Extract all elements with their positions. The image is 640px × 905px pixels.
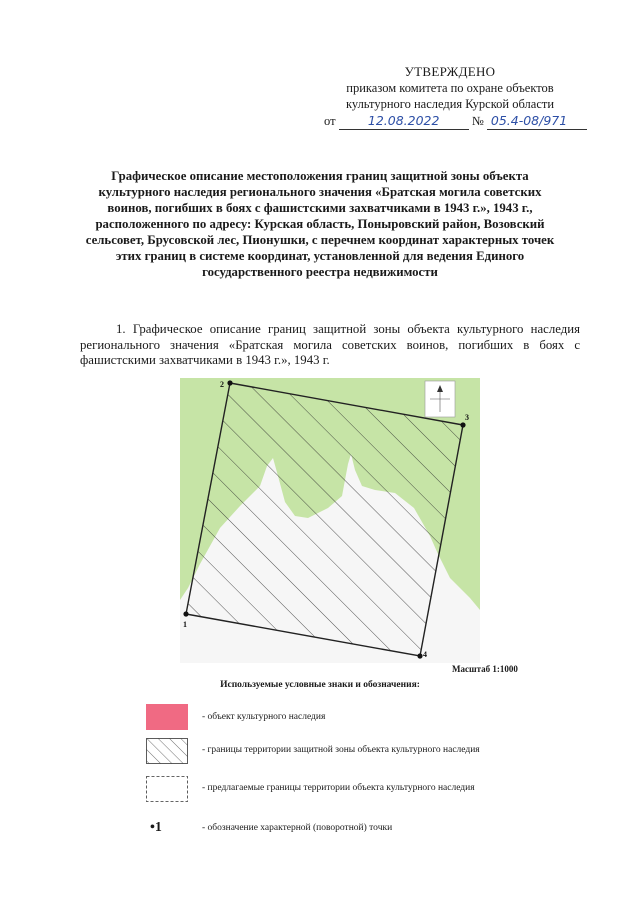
legend-text-heritage: - объект культурного наследия [202,712,326,722]
map-svg [180,378,480,663]
section-paragraph: 1. Графическое описание границ защитной зоны объекта культурного наследия регионального значения «Братская могила советских воинов, погибших в боях с фашистскими захватчиками в 1943 г.», 1943 г. [80,322,580,367]
document-title: Графическое описание местоположения границ защитной зоны объекта культурного наследия регионального значения «Братская могила советских воинов, погибших в боях с фашистскими захватчиками в 1943 г.», 1943 г., расположенного по адресу: Курская область, Поныровский район, Возовский сельсовет, Брусовской лес, Пионушки, с перечнем координат характерных точек этих границ в системе координат, установленной для ведения Единого государственного реестра недвижимости [85,169,555,279]
point-marker-1 [183,611,188,616]
point-label-4: 4 [423,650,427,659]
legend-text-protection-zone: - границы территории защитной зоны объекта культурного наследия [202,745,480,755]
approval-line-1: приказом комитета по охране объектов [346,81,554,95]
approval-heading: УТВЕРЖДЕНО [404,64,496,79]
approval-block [300,64,600,130]
point-label-2: 2 [220,380,224,389]
legend-swatch-dashed [146,776,188,802]
point-marker-4 [417,653,422,658]
legend-swatch-hatched [146,738,188,764]
legend-text-proposed-boundary: - предлагаемые границы территории объекта культурного наследия [202,783,475,793]
legend-point-number: 1 [154,820,162,835]
approval-number: 05.4-08/971 [487,113,587,130]
legend-swatch-pink [146,704,188,730]
from-label: от [324,114,336,128]
point-marker-3 [460,422,465,427]
legend-point-symbol: •1 [150,820,162,835]
point-label-3: 3 [465,413,469,422]
approval-signature-line [300,113,600,130]
boundary-map [180,378,480,663]
map-scale: Масштаб 1:1000 [452,664,518,674]
approval-line-2: культурного наследия Курской области [345,97,555,111]
number-label: № [471,114,484,128]
legend-text-point: - обозначение характерной (поворотной) точки [202,823,393,833]
approval-date: 12.08.2022 [339,113,469,130]
point-label-1: 1 [183,620,187,629]
legend-title: Используемые условные знаки и обозначения: [220,680,420,690]
point-marker-2 [227,380,232,385]
protection-zone [186,383,463,656]
